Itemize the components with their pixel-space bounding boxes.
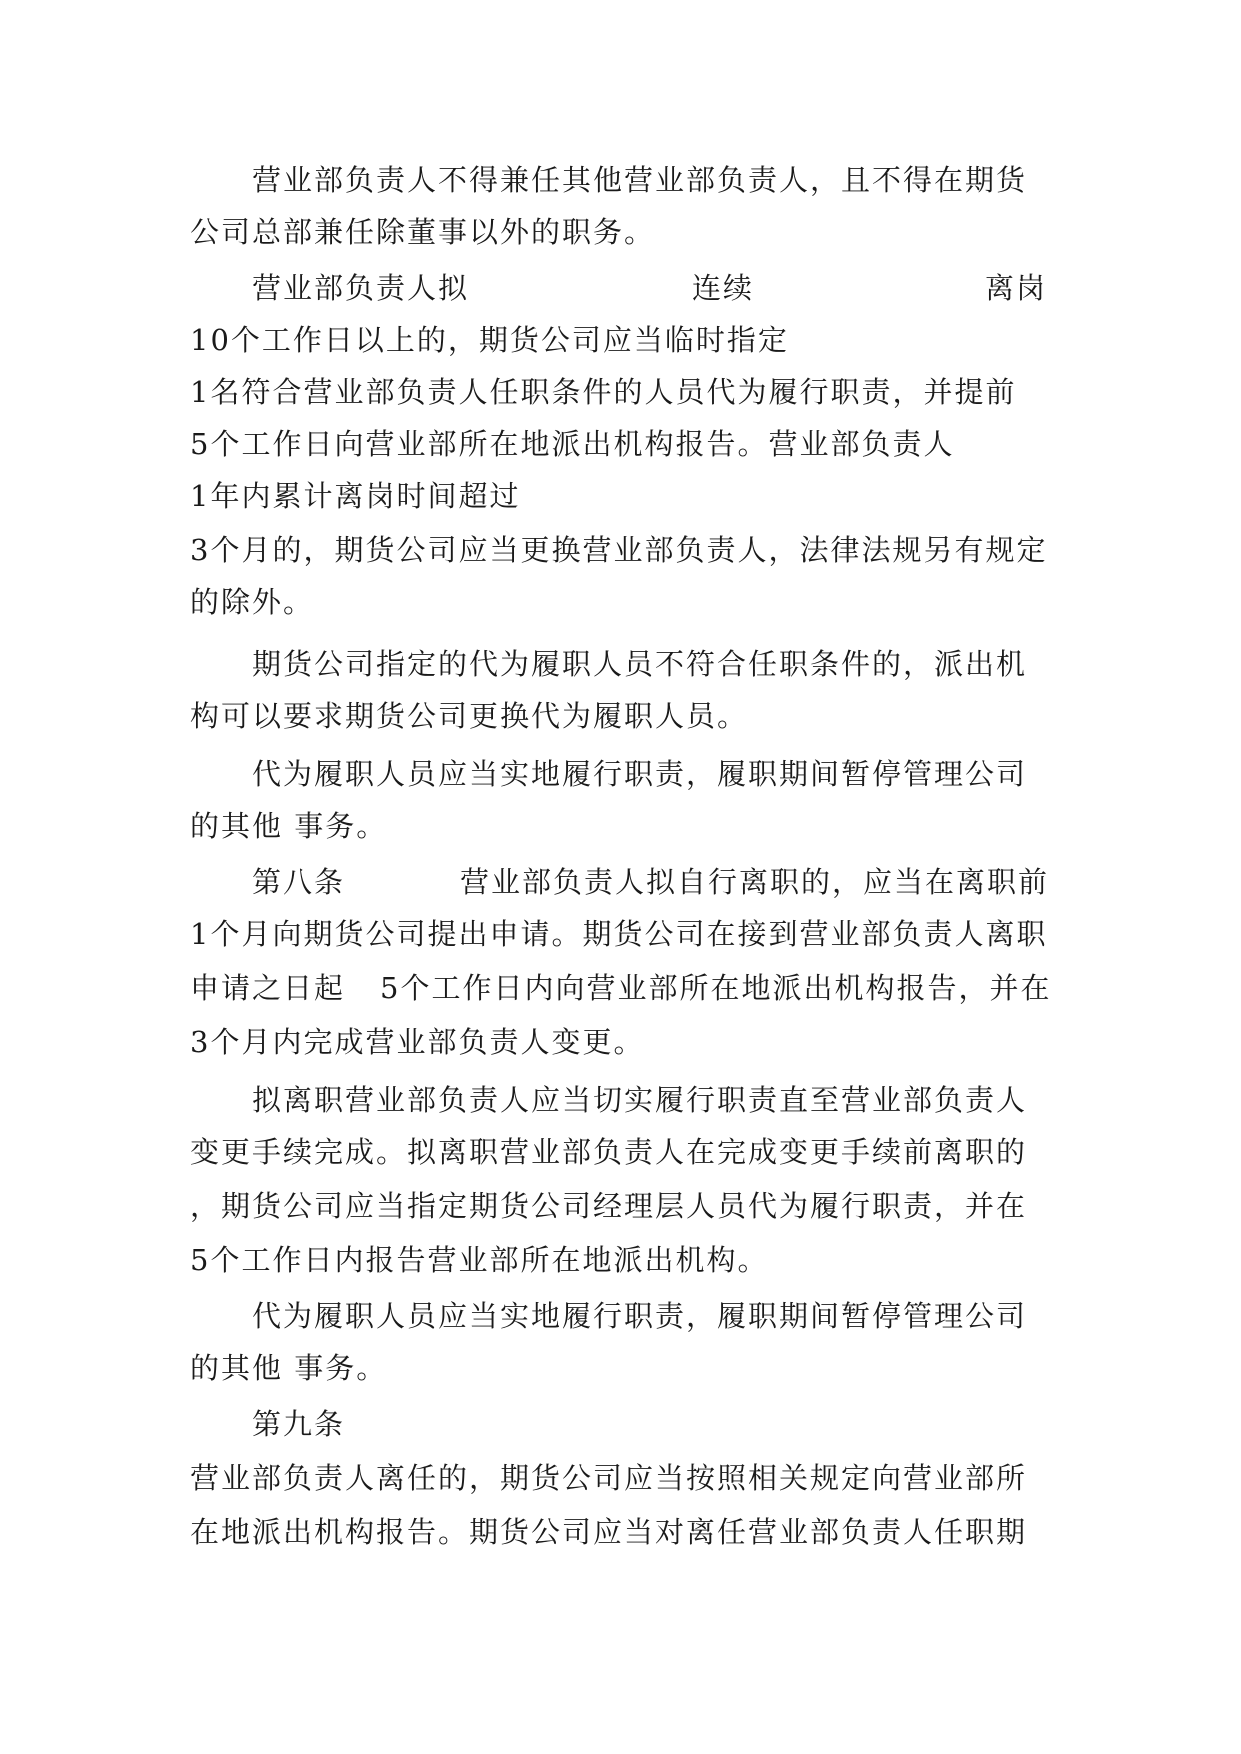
text-segment: 的除外。 <box>190 585 315 619</box>
text-line <box>252 754 1050 794</box>
text-line <box>190 582 1050 622</box>
text-line <box>190 212 1050 252</box>
text-line <box>252 1404 1050 1444</box>
text-segment: 5个工作日内报告营业部所在地派出机构。 <box>190 1243 769 1277</box>
text-segment: 1个月向期货公司提出申请。期货公司在接到营业部负责人离职 <box>190 917 1048 951</box>
text-segment: 公司总部兼任除董事以外的职务。 <box>190 215 656 249</box>
text-line <box>252 268 1050 308</box>
text-line <box>190 1512 1050 1552</box>
text-line <box>190 320 1050 360</box>
text-segment: 期货公司指定的代为履职人员不符合任职条件的，派出机 <box>252 647 1028 681</box>
text-line <box>252 644 1050 684</box>
text-segment: 变更手续完成。拟离职营业部负责人在完成变更手续前离职的 <box>190 1135 1028 1169</box>
text-segment: 营业部负责人不得兼任其他营业部负责人，且不得在期货 <box>252 163 1028 197</box>
text-line <box>190 1348 1050 1388</box>
text-line <box>252 1296 1050 1336</box>
text-line <box>252 1080 1050 1120</box>
text-segment: 营业部负责人拟 <box>252 271 470 305</box>
text-segment: 1年内累计离岗时间超过 <box>190 479 521 513</box>
text-segment: 申请之日起 <box>190 971 346 1005</box>
text-segment: 代为履职人员应当实地履行职责，履职期间暂停管理公司 <box>252 1299 1028 1333</box>
text-line <box>190 424 1050 464</box>
text-segment: 3个月内完成营业部负责人变更。 <box>190 1025 645 1059</box>
text-line <box>190 806 1050 846</box>
text-segment: 在地派出机构报告。期货公司应当对离任营业部负责人任职期 <box>190 1515 1028 1549</box>
text-line <box>190 1186 1050 1226</box>
text-line <box>252 160 1050 200</box>
text-line <box>190 1022 1050 1062</box>
text-line <box>252 862 1050 902</box>
article-number: 第九条 <box>252 1407 346 1441</box>
text-line <box>190 1240 1050 1280</box>
text-line <box>190 1458 1050 1498</box>
text-line <box>190 968 1050 1008</box>
text-segment: 的其他 事务。 <box>190 1351 388 1385</box>
text-line <box>190 372 1050 412</box>
text-segment: 5个工作日内向营业部所在地派出机构报告，并在 <box>380 971 1052 1005</box>
text-segment: 离岗 <box>985 271 1048 305</box>
text-line <box>190 476 1050 516</box>
text-line <box>190 696 1050 736</box>
text-segment: 代为履职人员应当实地履行职责，履职期间暂停管理公司 <box>252 757 1028 791</box>
text-segment: 构可以要求期货公司更换代为履职人员。 <box>190 699 749 733</box>
text-segment: 拟离职营业部负责人应当切实履行职责直至营业部负责人 <box>252 1083 1028 1117</box>
text-line <box>190 530 1050 570</box>
text-line <box>190 1132 1050 1172</box>
text-line <box>190 914 1050 954</box>
article-number: 第八条 <box>252 865 346 899</box>
text-segment: 3个月的，期货公司应当更换营业部负责人，法律法规另有规定 <box>190 533 1048 567</box>
text-segment: ，期货公司应当指定期货公司经理层人员代为履行职责，并在 <box>190 1189 1028 1223</box>
text-segment: 的其他 事务。 <box>190 809 388 843</box>
text-segment: 1名符合营业部负责人任职条件的人员代为履行职责，并提前 <box>190 375 1017 409</box>
text-segment: 营业部负责人拟自行离职的，应当在离职前 <box>460 865 1050 899</box>
text-segment: 5个工作日向营业部所在地派出机构报告。营业部负责人 <box>190 427 955 461</box>
text-segment: 连续 <box>692 271 755 305</box>
text-segment: 营业部负责人离任的，期货公司应当按照相关规定向营业部所 <box>190 1461 1028 1495</box>
text-segment: 10个工作日以上的，期货公司应当临时指定 <box>190 323 789 357</box>
